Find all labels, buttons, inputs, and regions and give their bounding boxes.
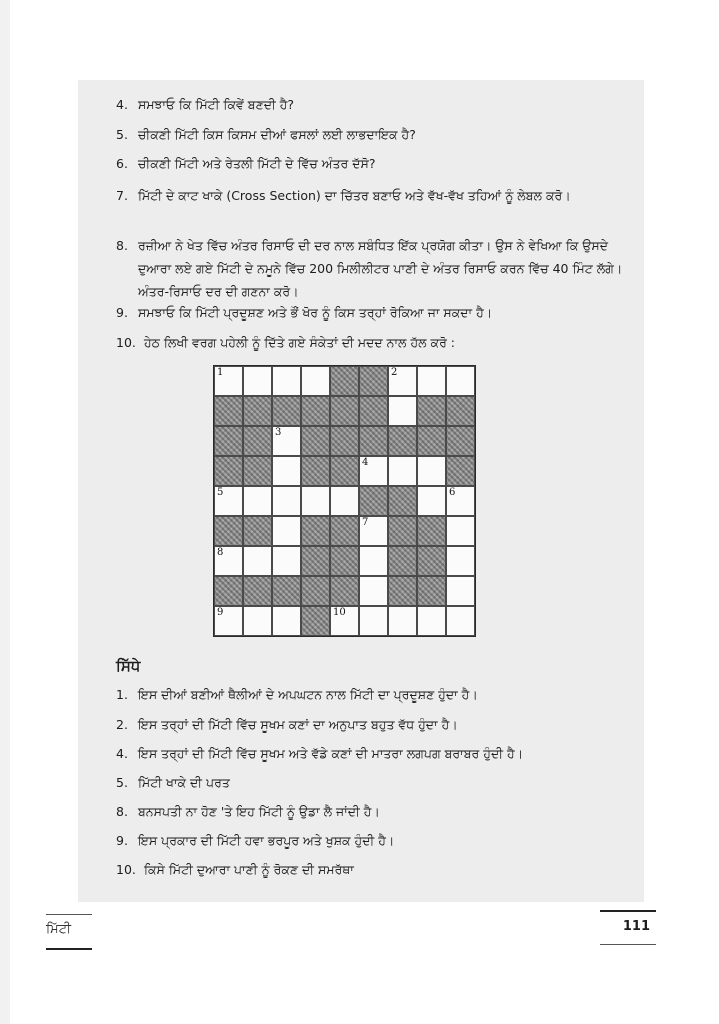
clue-number: 1. xyxy=(116,687,128,702)
crossword-block xyxy=(330,396,359,426)
clue-text: ਇਸ ਦੀਆਂ ਬਣੀਆਂ ਥੈਲੀਆਂ ਦੇ ਅਪਘਟਨ ਨਾਲ ਮਿੱਟੀ ਦਾ ਪ੍ਰਦੂਸ਼ਣ ਹੁੰਦਾ ਹੈ। xyxy=(138,687,478,702)
crossword-cell[interactable] xyxy=(446,606,475,636)
crossword-clue-number: 5 xyxy=(217,487,224,498)
question-6 xyxy=(116,155,375,173)
question-number: 9. xyxy=(116,305,128,320)
footer-rule-top xyxy=(600,910,656,912)
crossword-cell[interactable] xyxy=(446,516,475,546)
crossword-clue-number: 9 xyxy=(217,607,224,618)
crossword-block xyxy=(330,426,359,456)
question-text: ਮਿੱਟੀ ਦੇ ਕਾਟ ਖਾਕੇ (Cross Section) ਦਾ ਚਿੱਤਰ ਬਣਾਓ ਅਤੇ ਵੱਖ-ਵੱਖ ਤਹਿਆਂ ਨੂੰ ਲੇਬਲ ਕਰੋ। xyxy=(138,188,571,203)
crossword-block xyxy=(243,516,272,546)
crossword-cell[interactable] xyxy=(359,456,388,486)
crossword-block xyxy=(301,426,330,456)
crossword-cell[interactable] xyxy=(359,606,388,636)
crossword-cell[interactable] xyxy=(388,456,417,486)
question-4 xyxy=(116,96,294,114)
crossword-cell[interactable] xyxy=(272,426,301,456)
crossword-block xyxy=(301,516,330,546)
crossword-clue-number: 1 xyxy=(217,367,224,378)
crossword-block xyxy=(388,486,417,516)
crossword-block xyxy=(388,546,417,576)
clue-number: 10. xyxy=(116,862,136,877)
question-10 xyxy=(116,334,455,352)
crossword-cell[interactable] xyxy=(243,606,272,636)
clue-text: ਬਨਸਪਤੀ ਨਾ ਹੋਣ 'ਤੇ ਇਹ ਮਿੱਟੀ ਨੂੰ ਉਡਾ ਲੈ ਜਾਂਦੀ ਹੈ। xyxy=(138,804,380,819)
crossword-cell[interactable] xyxy=(417,606,446,636)
crossword-block xyxy=(243,396,272,426)
question-text: ਸਮਝਾਓ ਕਿ ਮਿੱਟੀ ਕਿਵੇਂ ਬਣਦੀ ਹੈ? xyxy=(138,97,295,112)
crossword-block xyxy=(301,576,330,606)
crossword-clue-number: 4 xyxy=(362,457,369,468)
clue-5 xyxy=(116,774,230,792)
question-8 xyxy=(116,234,636,303)
crossword-block xyxy=(330,456,359,486)
crossword-cell[interactable] xyxy=(446,486,475,516)
question-text: ਚੀਕਣੀ ਮਿੱਟੀ ਅਤੇ ਰੇਤਲੀ ਮਿੱਟੀ ਦੇ ਵਿੱਚ ਅੰਤਰ ਦੱਸੋ? xyxy=(138,156,376,171)
crossword-cell[interactable] xyxy=(243,366,272,396)
crossword-clue-number: 6 xyxy=(449,487,456,498)
question-number: 7. xyxy=(116,188,128,203)
crossword-cell[interactable] xyxy=(272,486,301,516)
clue-text: ਮਿੱਟੀ ਖਾਕੇ ਦੀ ਪਰਤ xyxy=(138,775,230,790)
crossword-block xyxy=(330,516,359,546)
question-9 xyxy=(116,304,492,322)
crossword-cell[interactable] xyxy=(214,486,243,516)
crossword-cell[interactable] xyxy=(359,576,388,606)
question-number: 5. xyxy=(116,127,128,142)
crossword-cell[interactable] xyxy=(272,606,301,636)
crossword-block xyxy=(417,426,446,456)
crossword-block xyxy=(359,486,388,516)
crossword-block xyxy=(330,576,359,606)
crossword-cell[interactable] xyxy=(417,366,446,396)
crossword-cell[interactable] xyxy=(272,546,301,576)
question-5 xyxy=(116,126,416,144)
crossword-cell[interactable] xyxy=(272,516,301,546)
crossword-cell[interactable] xyxy=(446,546,475,576)
clue-number: 9. xyxy=(116,833,128,848)
crossword-block xyxy=(417,546,446,576)
crossword-grid xyxy=(213,365,476,637)
crossword-cell[interactable] xyxy=(446,576,475,606)
question-number: 8. xyxy=(116,238,128,253)
crossword-block xyxy=(243,576,272,606)
crossword-block xyxy=(272,396,301,426)
crossword-cell[interactable] xyxy=(214,366,243,396)
footer-rule-bottom xyxy=(600,944,656,945)
question-number: 4. xyxy=(116,97,128,112)
crossword-block xyxy=(214,516,243,546)
crossword-block xyxy=(417,576,446,606)
crossword-block xyxy=(359,426,388,456)
crossword-block xyxy=(330,546,359,576)
crossword-cell[interactable] xyxy=(272,456,301,486)
clue-text: ਇਸ ਪ੍ਰਕਾਰ ਦੀ ਮਿੱਟੀ ਹਵਾ ਭਰਪੂਰ ਅਤੇ ਖੁਸ਼ਕ ਹੁੰਦੀ ਹੈ। xyxy=(138,833,395,848)
crossword-block xyxy=(214,456,243,486)
page-number: 111 xyxy=(622,919,650,934)
crossword-block xyxy=(301,546,330,576)
question-text: ਸਮਝਾਓ ਕਿ ਮਿੱਟੀ ਪ੍ਰਦੂਸ਼ਣ ਅਤੇ ਭੌਂ ਖੋਰ ਨੂੰ ਕਿਸ ਤਰ੍ਹਾਂ ਰੋਕਿਆ ਜਾ ਸਕਦਾ ਹੈ। xyxy=(138,305,493,320)
footer-page xyxy=(600,910,656,946)
question-7 xyxy=(116,184,636,207)
crossword-cell[interactable] xyxy=(359,516,388,546)
clue-text: ਇਸ ਤਰ੍ਹਾਂ ਦੀ ਮਿੱਟੀ ਵਿੱਚ ਸੂਖਮ ਕਣਾਂ ਦਾ ਅਨੁਪਾਤ ਬਹੁਤ ਵੱਧ ਹੁੰਦਾ ਹੈ। xyxy=(138,717,458,732)
crossword-block xyxy=(330,366,359,396)
crossword-block xyxy=(272,576,301,606)
crossword-block xyxy=(214,426,243,456)
crossword-block xyxy=(388,516,417,546)
question-number: 10. xyxy=(116,335,136,350)
crossword-block xyxy=(301,396,330,426)
footer-rule-bottom xyxy=(46,948,92,950)
clue-2 xyxy=(116,716,458,734)
clue-number: 4. xyxy=(116,746,128,761)
crossword-block xyxy=(446,456,475,486)
footer-rule-top xyxy=(46,914,92,915)
clue-number: 2. xyxy=(116,717,128,732)
clue-10 xyxy=(116,861,354,879)
crossword-cell[interactable] xyxy=(330,606,359,636)
crossword-cell[interactable] xyxy=(359,546,388,576)
crossword-block xyxy=(417,396,446,426)
crossword-cell[interactable] xyxy=(330,486,359,516)
crossword-block xyxy=(359,366,388,396)
clue-8 xyxy=(116,803,380,821)
crossword-clue-number: 2 xyxy=(391,367,398,378)
crossword-block xyxy=(359,396,388,426)
crossword-block xyxy=(388,576,417,606)
crossword-cell[interactable] xyxy=(388,396,417,426)
crossword-cell[interactable] xyxy=(214,606,243,636)
question-text: ਹੇਠ ਲਿਖੀ ਵਰਗ ਪਹੇਲੀ ਨੂੰ ਦਿੱਤੇ ਗਏ ਸੰਕੇਤਾਂ ਦੀ ਮਦਦ ਨਾਲ ਹੱਲ ਕਰੋ : xyxy=(144,335,456,350)
crossword-cell[interactable] xyxy=(243,546,272,576)
crossword-block xyxy=(446,396,475,426)
crossword-clue-number: 8 xyxy=(217,547,224,558)
crossword-block xyxy=(243,456,272,486)
question-text: ਚੀਕਣੀ ਮਿੱਟੀ ਕਿਸ ਕਿਸਮ ਦੀਆਂ ਫਸਲਾਂ ਲਈ ਲਾਭਦਾਇਕ ਹੈ? xyxy=(138,127,416,142)
crossword-cell[interactable] xyxy=(301,486,330,516)
chapter-title: ਮਿੱਟੀ xyxy=(46,922,71,937)
crossword-block xyxy=(243,426,272,456)
crossword-block xyxy=(214,576,243,606)
crossword-clue-number: 3 xyxy=(275,427,282,438)
crossword-block xyxy=(388,426,417,456)
clue-text: ਇਸ ਤਰ੍ਹਾਂ ਦੀ ਮਿੱਟੀ ਵਿੱਚ ਸੂਖਮ ਅਤੇ ਵੱਡੇ ਕਣਾਂ ਦੀ ਮਾਤਰਾ ਲਗਪਗ ਬਰਾਬਰ ਹੁੰਦੀ ਹੈ। xyxy=(138,746,524,761)
crossword-cell[interactable] xyxy=(301,366,330,396)
crossword-cell[interactable] xyxy=(417,456,446,486)
crossword-cell[interactable] xyxy=(417,486,446,516)
clue-text: ਕਿਸੇ ਮਿੱਟੀ ਦੁਆਰਾ ਪਾਣੀ ਨੂੰ ਰੋਕਣ ਦੀ ਸਮਰੱਥਾ xyxy=(144,862,354,877)
crossword-block xyxy=(446,426,475,456)
crossword-block xyxy=(214,396,243,426)
crossword-cell[interactable] xyxy=(446,366,475,396)
crossword-block xyxy=(417,516,446,546)
clue-4 xyxy=(116,745,523,763)
crossword-cell[interactable] xyxy=(243,486,272,516)
crossword-block xyxy=(301,456,330,486)
crossword-cell[interactable] xyxy=(388,606,417,636)
clue-9 xyxy=(116,832,394,850)
question-number: 6. xyxy=(116,156,128,171)
scan-edge xyxy=(0,0,10,1024)
question-text: ਰਜ਼ੀਆ ਨੇ ਖੇਤ ਵਿੱਚ ਅੰਤਰ ਰਿਸਾਓ ਦੀ ਦਰ ਨਾਲ ਸਬੰਧਿਤ ਇੱਕ ਪ੍ਰਯੋਗ ਕੀਤਾ। ਉਸ ਨੇ ਵੇਖਿਆ ਕਿ ਉਸਦੇ ਦੁਆਰਾ ਲਏ ਗਏ ਮਿੱਟੀ ਦੇ ਨਮੂਨੇ ਵਿੱਚ 200 ਮਿਲੀਲੀਟਰ ਪਾਣੀ ਦੇ ਅੰਤਰ ਰਿਸਾਓ ਕਰਨ ਵਿੱਚ 40 ਮਿੰਟ ਲੱਗੇ। ਅੰਤਰ-ਰਿਸਾਓ ਦਰ ਦੀ ਗਣਨਾ ਕਰੋ। xyxy=(138,238,623,299)
clue-1 xyxy=(116,686,478,704)
clue-number: 8. xyxy=(116,804,128,819)
crossword-cell[interactable] xyxy=(272,366,301,396)
crossword-cell[interactable] xyxy=(388,366,417,396)
crossword-clue-number: 10 xyxy=(333,607,346,618)
clue-number: 5. xyxy=(116,775,128,790)
crossword-cell[interactable] xyxy=(214,546,243,576)
across-heading: ਸਿੱਧੇ xyxy=(116,657,141,675)
crossword-block xyxy=(301,606,330,636)
crossword-clue-number: 7 xyxy=(362,517,369,528)
footer-chapter xyxy=(46,914,92,950)
